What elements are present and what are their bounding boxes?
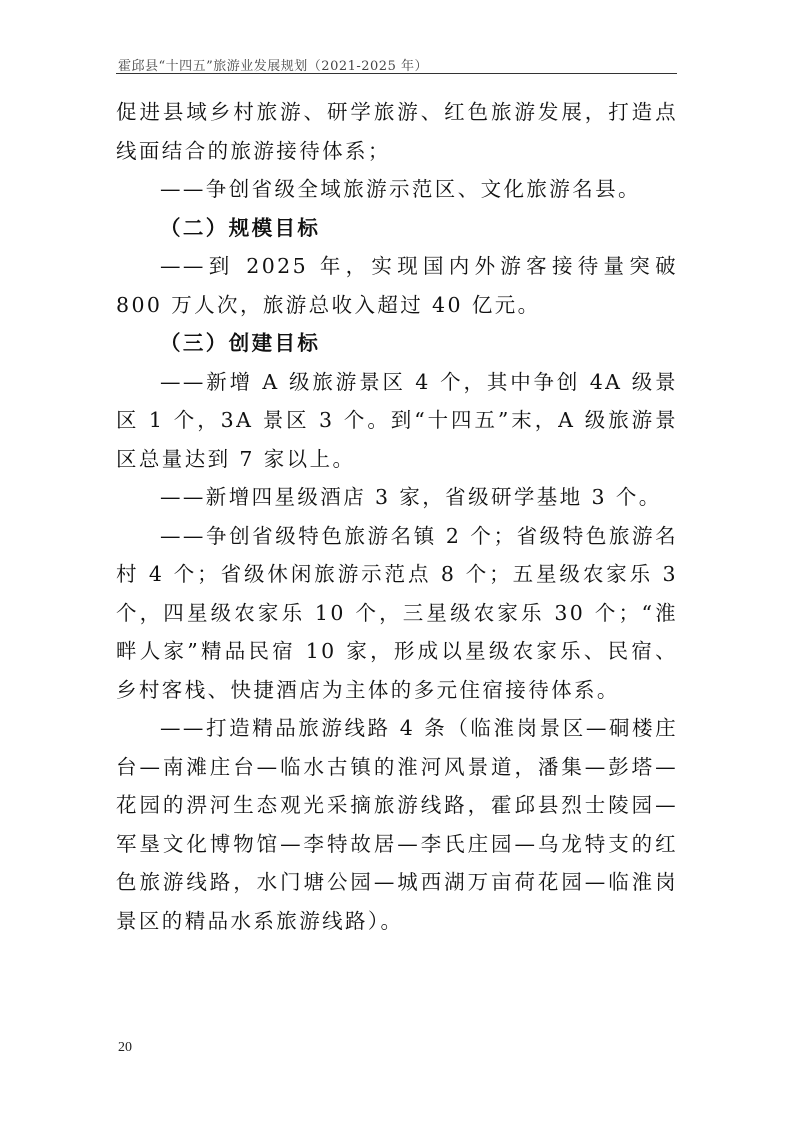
section-heading: （三）创建目标 — [160, 331, 321, 355]
paragraph: ——到 2025 年，实现国内外游客接待量突破 800 万人次，旅游总收入超过 40 亿元。 — [116, 254, 678, 317]
section-heading: （二）规模目标 — [160, 215, 321, 240]
running-header: 霍邱县“十四五”旅游业发展规划（2021-2025 年） — [118, 59, 428, 74]
paragraph: 促进县域乡村旅游、研学旅游、红色旅游发展，打造点线面结合的旅游接待体系； — [116, 100, 678, 163]
page-number: 20 — [118, 1040, 132, 1055]
header-divider — [116, 73, 677, 74]
paragraph: ——新增 A 级旅游景区 4 个，其中争创 4A 级景区 1 个，3A 景区 3 个。到“十四五”末，A 级旅游景区总量达到 7 家以上。 — [116, 369, 678, 471]
paragraph: ——打造精品旅游线路 4 条（临淮岗景区—硐楼庄台—南滩庄台—临水古镇的淮河风景道，潘集—彭塔—花园的淠河生态观光采摘旅游线路，霍邱县烈士陵园—军垦文化博物馆—李特故居—李氏庄园—乌龙特支的红色旅游线路，水门塘公园—城西湖万亩荷花园—临淮岗景区的精品水系旅游线路）。 — [116, 716, 678, 933]
paragraph: ——新增四星级酒店 3 家，省级研学基地 3 个。 — [160, 485, 662, 509]
paragraph: ——争创省级特色旅游名镇 2 个；省级特色旅游名村 4 个；省级休闲旅游示范点 8 个；五星级农家乐 3 个，四星级农家乐 10 个，三星级农家乐 30 个；“淮畔人家”精品民宿 10 家，形成以星级农家乐、民宿、乡村客栈、快捷酒店为主体的多元住宿接待体系。 — [116, 523, 678, 702]
paragraph: ——争创省级全域旅游示范区、文化旅游名县。 — [160, 177, 641, 201]
page-body — [116, 93, 678, 940]
